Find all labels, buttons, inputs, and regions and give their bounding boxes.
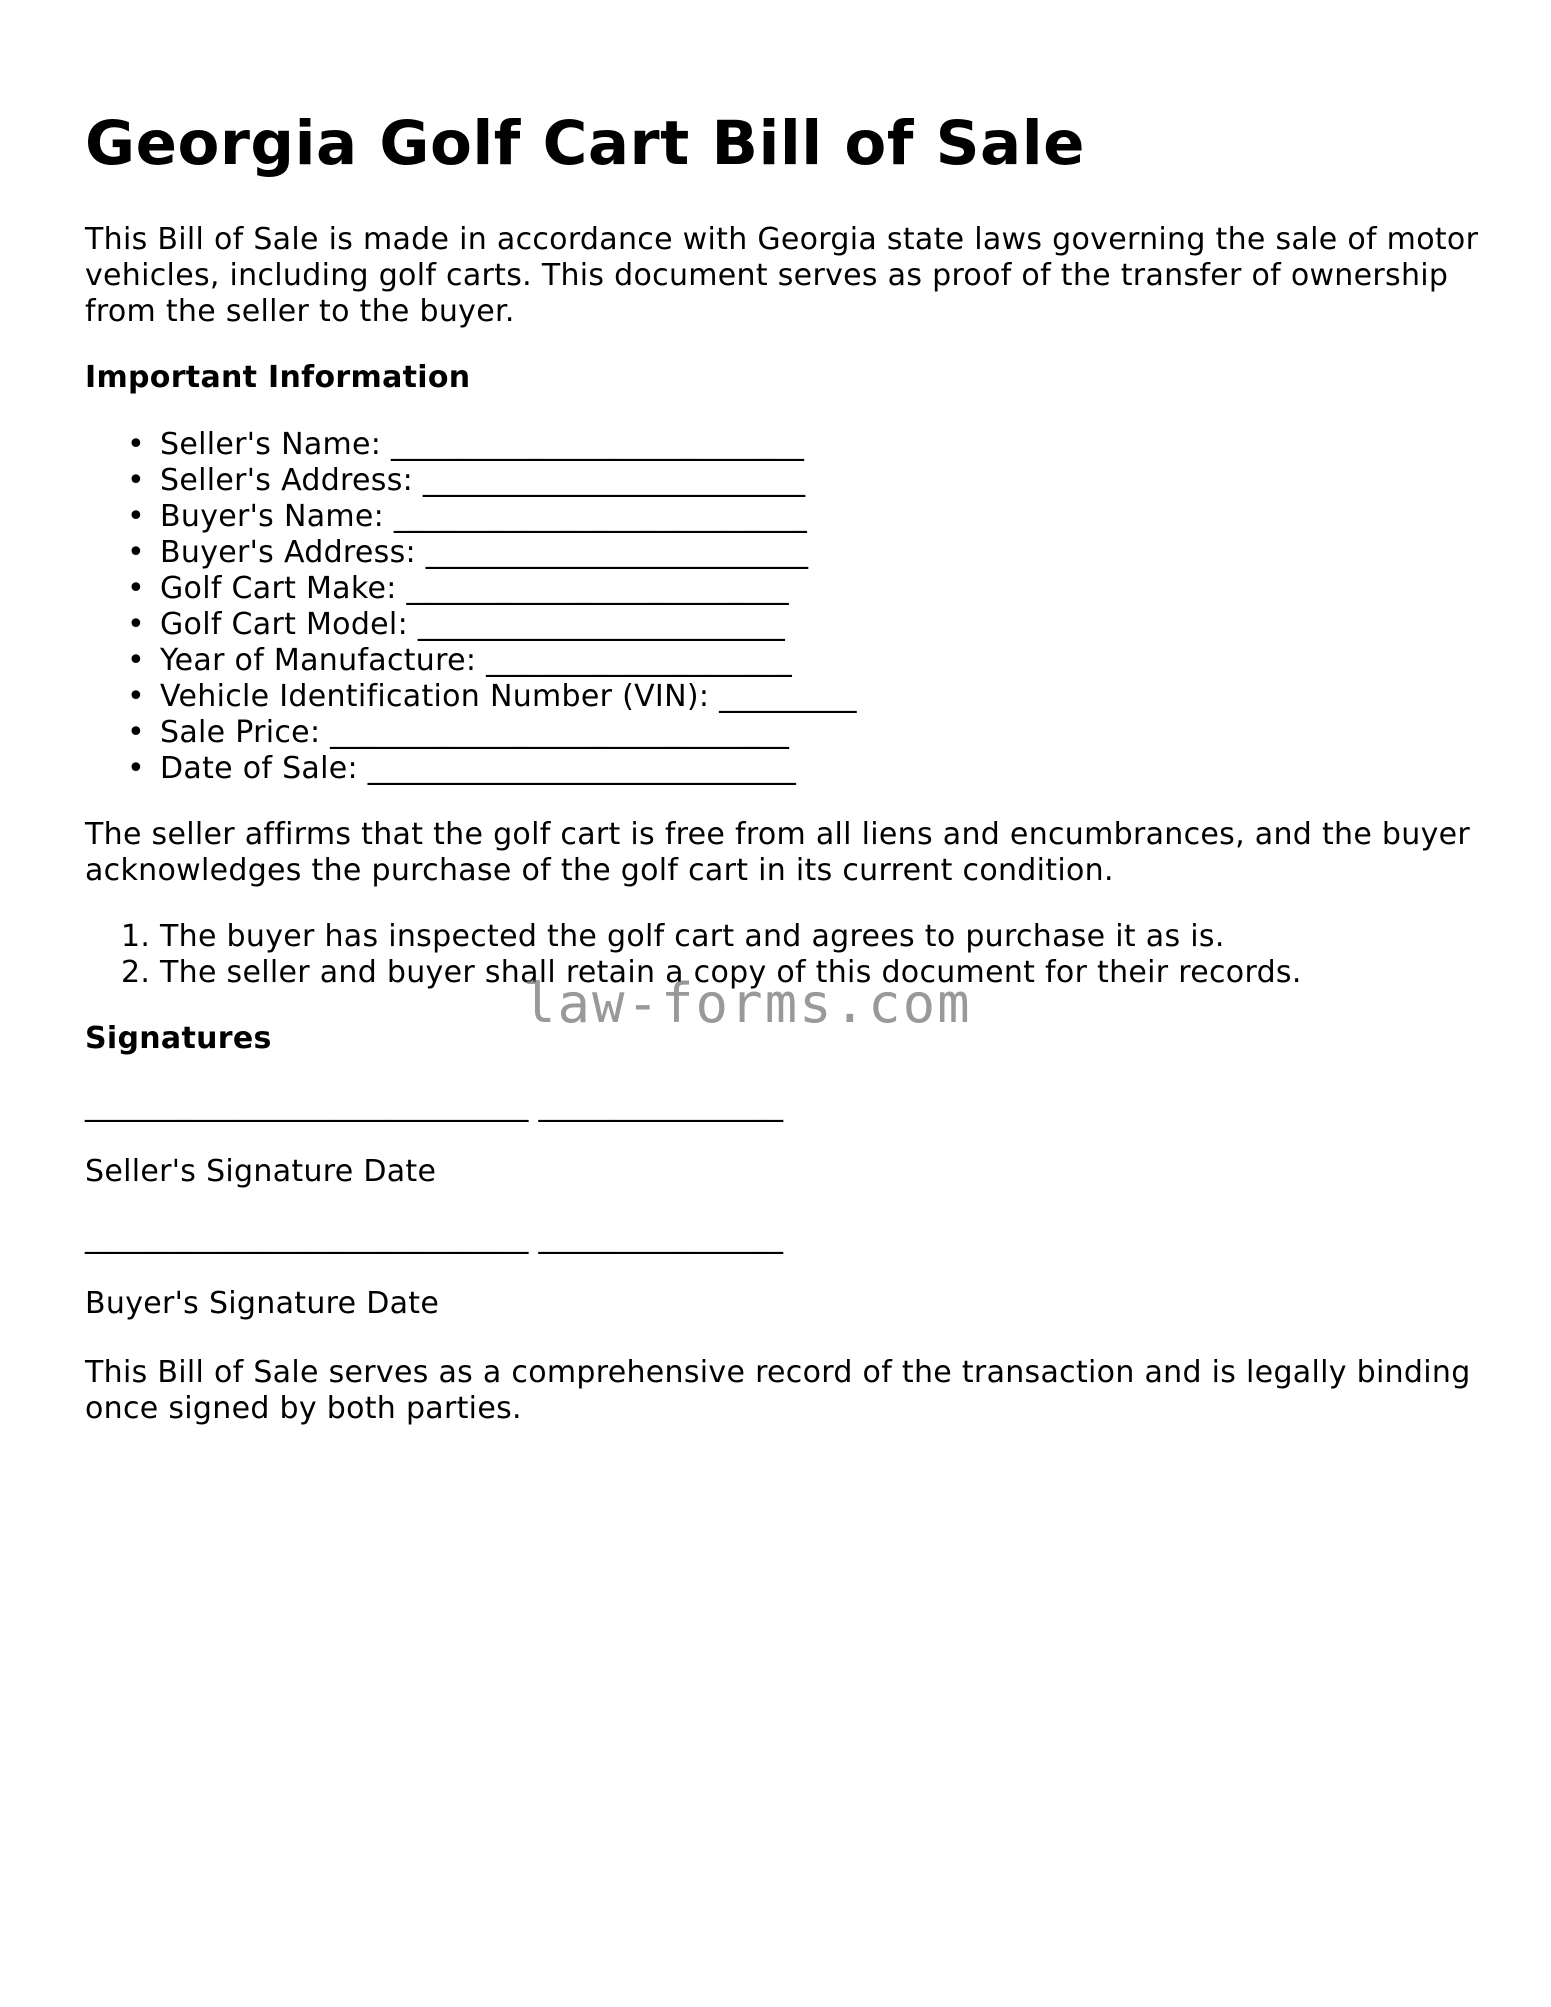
seller-signature-line: _____________________________ ________________ <box>85 1088 784 1123</box>
term-number: 2. <box>121 955 151 990</box>
field-buyer-address: Buyer's Address: _________________________ <box>160 535 809 570</box>
closing-paragraph: This Bill of Sale serves as a comprehensive record of the transaction and is legally binding once signed by both parties. <box>85 1355 1471 1426</box>
seller-signature-label: Seller's Signature Date <box>85 1154 437 1189</box>
list-item <box>85 463 857 499</box>
term-number: 1. <box>121 919 151 954</box>
bullet-icon: • <box>127 679 145 714</box>
bullet-icon: • <box>127 607 145 642</box>
intro-paragraph: This Bill of Sale is made in accordance with Georgia state laws governing the sale of motor vehicles, including golf carts. This document serves as proof of the transfer of ownership from the seller to the buyer. <box>85 222 1479 329</box>
field-buyer-name: Buyer's Name: ___________________________ <box>160 499 808 534</box>
buyer-signature-line: _____________________________ ________________ <box>85 1220 784 1255</box>
list-item <box>85 715 857 751</box>
term-text: The seller and buyer shall retain a copy of this document for their records. <box>160 955 1302 990</box>
field-vin: Vehicle Identification Number (VIN): _________ <box>160 679 857 714</box>
important-information-heading: Important Information <box>85 360 471 395</box>
bullet-icon: • <box>127 643 145 678</box>
field-year-of-manufacture: Year of Manufacture: ____________________ <box>160 643 793 678</box>
watermark: law-forms.com <box>523 972 972 1035</box>
document-title: Georgia Golf Cart Bill of Sale <box>85 108 1085 179</box>
bullet-icon: • <box>127 715 145 750</box>
field-seller-name: Seller's Name: ___________________________ <box>160 427 805 462</box>
bullet-icon: • <box>127 535 145 570</box>
list-item <box>85 535 857 571</box>
list-item <box>85 499 857 535</box>
bullet-icon: • <box>127 427 145 462</box>
field-seller-address: Seller's Address: _________________________ <box>160 463 806 498</box>
list-item <box>85 751 857 787</box>
affirmation-paragraph: The seller affirms that the golf cart is free from all liens and encumbrances, and the buyer acknowledges the purchase of the golf cart in its current condition. <box>85 817 1471 888</box>
field-sale-price: Sale Price: ______________________________ <box>160 715 790 750</box>
bullet-icon: • <box>127 571 145 606</box>
bullet-icon: • <box>127 499 145 534</box>
list-item <box>85 427 857 463</box>
terms-list <box>85 919 1302 991</box>
bullet-icon: • <box>127 751 145 786</box>
list-item <box>85 607 857 643</box>
term-text: The buyer has inspected the golf cart and agrees to purchase it as is. <box>160 919 1225 954</box>
field-date-of-sale: Date of Sale: ____________________________ <box>160 751 797 786</box>
list-item <box>85 571 857 607</box>
field-golf-cart-model: Golf Cart Model: ________________________ <box>160 607 786 642</box>
list-item <box>85 919 1302 955</box>
fields-list <box>85 427 857 787</box>
bullet-icon: • <box>127 463 145 498</box>
list-item <box>85 643 857 679</box>
list-item <box>85 679 857 715</box>
field-golf-cart-make: Golf Cart Make: _________________________ <box>160 571 789 606</box>
list-item <box>85 955 1302 991</box>
buyer-signature-label: Buyer's Signature Date <box>85 1286 440 1321</box>
signatures-heading: Signatures <box>85 1021 272 1056</box>
